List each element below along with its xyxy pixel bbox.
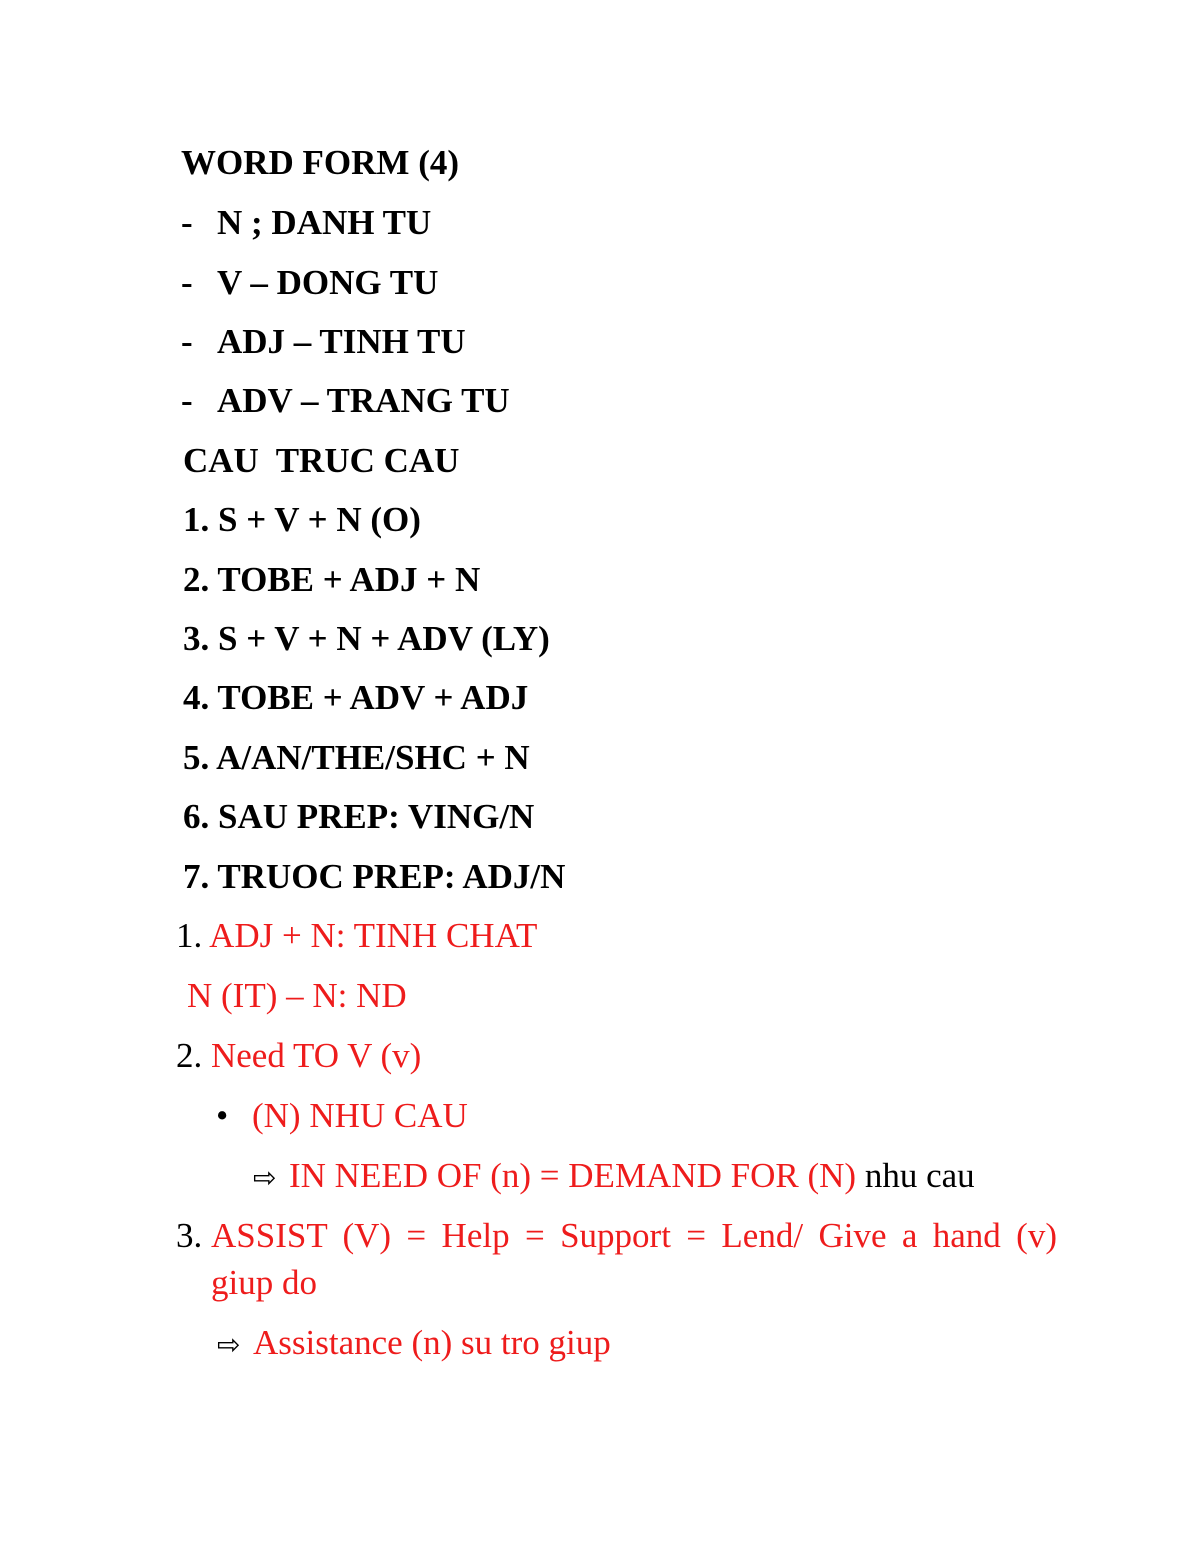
word-type-item — [181, 203, 431, 243]
note-text: ASSIST (V) = Help = Support = Lend/ Give a hand (v) — [211, 1216, 1057, 1255]
structure-item: 5. A/AN/THE/SHC + N — [183, 738, 530, 777]
note-continuation: giup do — [211, 1263, 317, 1302]
document-title: WORD FORM (4) — [181, 143, 460, 182]
structure-item: 6. SAU PREP: VING/N — [183, 797, 535, 836]
structure-item: 3. S + V + N + ADV (LY) — [183, 619, 550, 658]
word-type-item — [181, 263, 438, 303]
note-item-1 — [176, 916, 537, 956]
arrow-icon: ⇨ — [253, 1161, 277, 1194]
structure-item: 2. TOBE + ADJ + N — [183, 560, 481, 599]
word-type-text: ADV – TRANG TU — [217, 381, 510, 420]
dash-marker: - — [181, 203, 193, 242]
bullet-text: (N) NHU CAU — [252, 1096, 468, 1135]
structure-item: 1. S + V + N (O) — [183, 500, 421, 539]
note-text: Need TO V (v) — [211, 1036, 422, 1075]
word-type-text: V – DONG TU — [217, 263, 439, 302]
structure-item: 7. TRUOC PREP: ADJ/N — [183, 857, 566, 896]
structure-item: 4. TOBE + ADV + ADJ — [183, 678, 529, 717]
arrow-text-black: nhu cau — [856, 1156, 975, 1195]
arrow-text-red: IN NEED OF (n) = DEMAND FOR (N) — [289, 1156, 857, 1195]
dash-marker: - — [181, 381, 193, 420]
note-number: 3. — [176, 1216, 211, 1255]
note-subline: N (IT) – N: ND — [187, 976, 407, 1015]
note-item-2 — [176, 1036, 421, 1076]
note-text: ADJ + N: TINH CHAT — [209, 916, 538, 955]
word-type-text: ADJ – TINH TU — [217, 322, 466, 361]
bullet-item — [216, 1096, 468, 1136]
word-type-item — [181, 381, 510, 421]
note-number: 1. — [176, 916, 210, 955]
structure-heading: CAU TRUC CAU — [183, 441, 460, 480]
arrow-icon: ⇨ — [217, 1328, 241, 1361]
bullet-icon: • — [216, 1096, 229, 1135]
word-type-text: N ; DANH TU — [217, 203, 432, 242]
dash-marker: - — [181, 263, 193, 302]
arrow-item — [253, 1156, 975, 1198]
arrow-item — [217, 1323, 611, 1365]
word-type-item — [181, 322, 466, 362]
note-number: 2. — [176, 1036, 211, 1075]
note-item-3 — [176, 1216, 1057, 1256]
dash-marker: - — [181, 322, 193, 361]
arrow-text-red: Assistance (n) su tro giup — [253, 1323, 611, 1362]
